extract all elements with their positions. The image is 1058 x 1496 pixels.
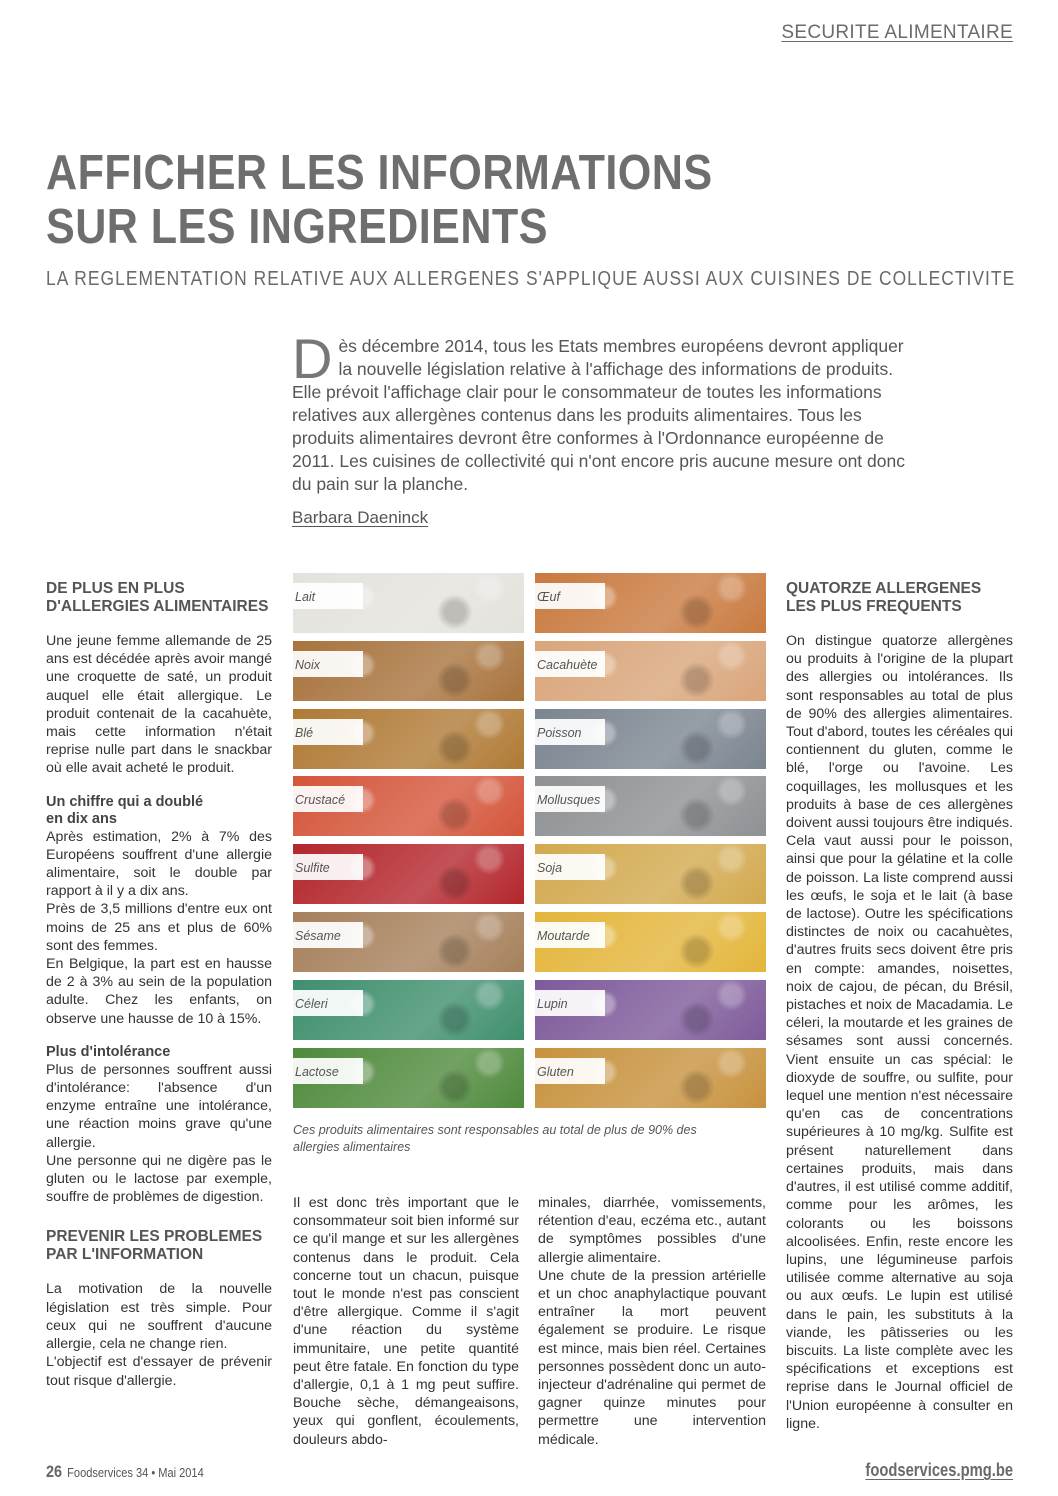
drop-cap: D xyxy=(292,327,333,390)
allergen-label: Œuf xyxy=(535,583,605,609)
footer-issue xyxy=(46,1462,204,1482)
paragraph: L'objectif est d'essayer de prévenir tout risque d'allergie. xyxy=(46,1354,272,1389)
allergen-tile xyxy=(293,980,524,1040)
paragraph: Près de 3,5 millions d'entre eux ont moins de 25 ans et plus de 60% sont des femmes. xyxy=(46,901,272,954)
allergen-label: Lactose xyxy=(293,1058,363,1084)
heading-fourteen-allergens: QUATORZE ALLERGENES LES PLUS FREQUENTS xyxy=(786,580,982,615)
subtitle: LA REGLEMENTATION RELATIVE AUX ALLERGENES S'APPLIQUE AUSSI AUX CUISINES DE COLLECTIVITE xyxy=(46,268,1016,290)
allergen-tile xyxy=(293,776,524,836)
allergen-label: Céleri xyxy=(293,990,363,1016)
column-middle-2 xyxy=(538,1194,766,1449)
footer-website-link[interactable]: foodservices.pmg.be xyxy=(865,1460,1013,1480)
allergen-label: Mollusques xyxy=(535,786,605,812)
allergen-tile xyxy=(293,844,524,904)
page-number: 26 xyxy=(46,1462,63,1481)
heading-allergies: DE PLUS EN PLUS D'ALLERGIES ALIMENTAIRES xyxy=(46,580,269,615)
subheading-intolerance: Plus d'intolérance xyxy=(46,1043,171,1060)
allergen-label: Lupin xyxy=(535,990,605,1016)
page-title xyxy=(46,146,838,254)
author-link[interactable]: Barbara Daeninck xyxy=(292,508,429,527)
allergen-label: Crustacé xyxy=(293,786,363,812)
intro-paragraph xyxy=(292,327,912,496)
paragraph: En Belgique, la part est en hausse de 2 à 3% au sein de la population adulte. Chez les enfants, on observe une hausse de 10 à 15%. xyxy=(46,956,272,1027)
allergen-grid xyxy=(293,573,765,1108)
paragraph: minales, diarrhée, vomissements, rétention d'eau, eczéma etc., autant de symptômes possibles d'une allergie alimentaire. xyxy=(538,1195,766,1266)
allergen-tile xyxy=(535,641,766,701)
allergen-tile xyxy=(293,1048,524,1108)
title-line-2: SUR LES INGREDIENTS xyxy=(46,200,548,254)
allergen-label: Soja xyxy=(535,854,605,880)
allergen-tile xyxy=(535,844,766,904)
column-middle-1 xyxy=(293,1194,519,1449)
allergen-label: Gluten xyxy=(535,1058,605,1084)
paragraph: Une jeune femme allemande de 25 ans est décédée après avoir mangé une croquette de saté, un produit auquel elle était allergique. Le produit contenait de la cacahuète, mais cette information n'était reprise nulle part dans le snackbar où elle avait acheté le produit. xyxy=(46,633,272,777)
allergen-tile xyxy=(535,1048,766,1108)
section-label: SECURITE ALIMENTAIRE xyxy=(781,22,1013,43)
paragraph: Il est donc très important que le consommateur soit bien informé sur ce qu'il mange et sur les allergènes contenus dans le produit. Cela concerne tout un chacun, puisque tout le monde n'est pas conscient d'être allergique. Comme il s'agit d'une réaction du système immunitaire, une petite quantité peut être fatale. En fonction du type d'allergie, 0,1 à 1 mg peut suffire. Bouche sèche, démangeaisons, yeux qui gonflent, écoulements, douleurs abdo- xyxy=(293,1195,519,1448)
paragraph: Plus de personnes souffrent aussi d'intolérance: l'absence d'un enzyme entraîne une intolérance, une réaction moins grave qu'une allergie. xyxy=(46,1061,272,1151)
allergen-tile xyxy=(535,709,766,769)
paragraph: On distingue quatorze allergènes ou produits à l'origine de la plupart des allergies ou intolérances. Ils sont responsables au total de plus de 90% des allergies alimentaires. Tout d'abord, toutes les céréales qui contiennent du gluten, comme le blé, l'orge ou l'avoine. Les coquillages, les mollusques et les produits à base de ces allergènes doivent aussi toujours être indiqués. Cela vaut aussi pour le poisson, ainsi que pour la gélatine et la colle de poisson. La liste comprend aussi les œufs, le soja et le lait (à base de lactose). Outre les spécifications distinctes de noix ou cacahuètes, d'autres fruits secs doivent être pris en compte: amandes, noisettes, noix de cajou, de pécan, du Brésil, pistaches et noix de Macadamia. Le céleri, la moutarde et les graines de sésames sont aussi concernés. Vient ensuite un cas spécial: le dioxyde de souffre, ou sulfite, pour lequel une mention n'est nécessaire qu'en cas de concentrations supérieures à 10 mg/kg. Sulfite est présent naturellement dans certaines produits, mais dans d'autres, il est utilisé comme additif, comme pour les arômes, les colorants ou les boissons alcoolisées. Enfin, reste encore les lupins, une légumineuse parfois utilisée comme alternative au soja ou aux œufs. Le lupin est utilisé dans le pain, les substituts à la viande, les pâtisseries ou les biscuits. La liste complète avec les spécifications et exceptions est reprise dans le Journal officiel de l'Union européenne à consulter en ligne. xyxy=(786,633,1013,1432)
allergen-tile xyxy=(535,912,766,972)
allergen-tile xyxy=(535,573,766,633)
allergen-tile xyxy=(293,709,524,769)
allergen-label: Sulfite xyxy=(293,854,363,880)
subheading-doubled: Un chiffre qui a doublé en dix ans xyxy=(46,793,204,827)
allergen-label: Moutarde xyxy=(535,922,605,948)
allergen-tile xyxy=(293,912,524,972)
heading-prevent: PREVENIR LES PROBLEMES PAR L'INFORMATION xyxy=(46,1228,263,1264)
paragraph: Après estimation, 2% à 7% des Européens souffrent d'une allergie alimentaire, soit le double par rapport à il y a dix ans. xyxy=(46,828,272,900)
title-line-1: AFFICHER LES INFORMATIONS xyxy=(46,146,713,200)
paragraph: Une personne qui ne digère pas le gluten ou le lactose par exemple, souffre de problèmes de digestion. xyxy=(46,1152,272,1206)
column-left xyxy=(46,580,272,1390)
allergen-tile xyxy=(293,573,524,633)
paragraph: La motivation de la nouvelle législation est très simple. Pour ceux qui ne souffrent d'aucune allergie, cela ne change rien. xyxy=(46,1281,272,1353)
allergen-label: Sésame xyxy=(293,922,363,948)
allergen-label: Lait xyxy=(293,583,363,609)
allergen-label: Poisson xyxy=(535,719,605,745)
allergen-label: Blé xyxy=(293,719,363,745)
column-right xyxy=(786,580,1013,1433)
issue-info: Foodservices 34 • Mai 2014 xyxy=(67,1465,204,1480)
paragraph: Une chute de la pression artérielle et un choc anaphylactique pouvant entraîner la mort peuvent également se produire. Le risque est mince, mais bien réel. Certaines personnes possèdent donc un auto-injecteur d'adrénaline qui permet de gagner quinze minutes pour permettre une intervention médicale. xyxy=(538,1267,766,1448)
allergen-label: Cacahuète xyxy=(535,651,605,677)
allergen-tile xyxy=(535,776,766,836)
allergen-tile xyxy=(293,641,524,701)
allergen-tile xyxy=(535,980,766,1040)
grid-caption: Ces produits alimentaires sont responsables au total de plus de 90% des allergies alimentaires xyxy=(293,1123,697,1154)
intro-text: ès décembre 2014, tous les Etats membres européens devront appliquer la nouvelle législation relative à l'affichage des informations de produits. Elle prévoit l'affichage clair pour le consommateur de toutes les informations relatives aux allergènes contenus dans les produits alimentaires. Tous les produits alimentaires devront être conformes à l'Ordonnance européenne de 2011. Les cuisines de collectivité qui n'ont encore pris aucune mesure ont donc du pain sur la planche. xyxy=(292,336,905,494)
allergen-label: Noix xyxy=(293,651,363,677)
